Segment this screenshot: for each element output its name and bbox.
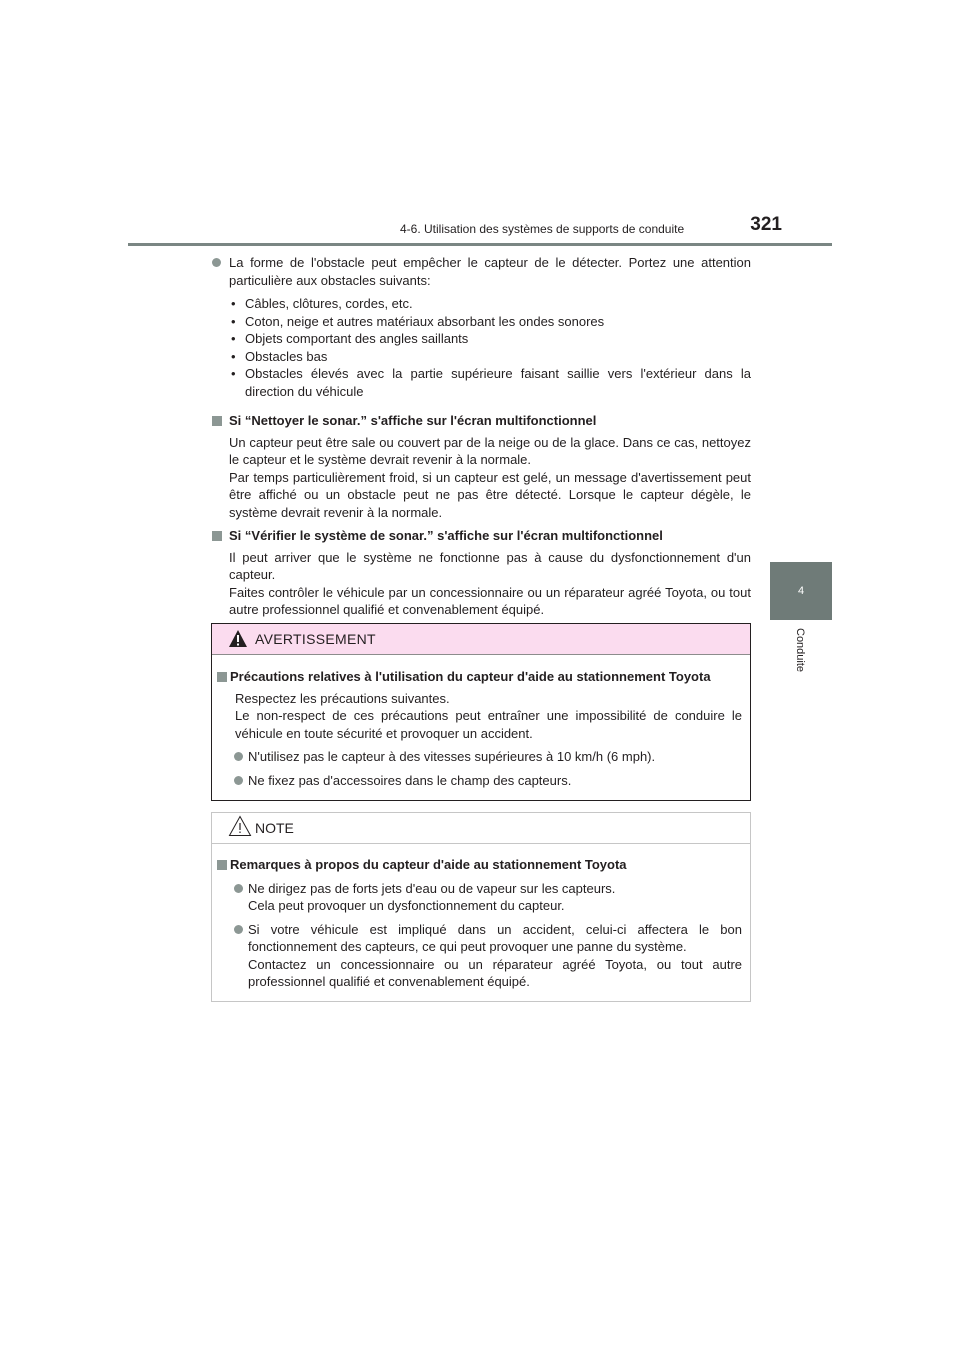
bullet-dot-icon xyxy=(234,752,243,761)
list-item-text: Objets comportant des angles saillants xyxy=(245,331,469,346)
list-item-text: Obstacles élevés avec la partie supérieure faisant saillie vers l'extérieur dans la direction du véhicule xyxy=(245,366,751,399)
section-title: Si “Nettoyer le sonar.” s'affiche sur l'écran multifonctionnel xyxy=(229,413,597,428)
paragraph-line: Le non-respect de ces précautions peut entraîner une impossibilité de conduire le véhicule en toute sécurité et provoquer un accident. xyxy=(235,708,742,741)
section-title: Si “Vérifier le système de sonar.” s'affiche sur l'écran multifonctionnel xyxy=(229,528,663,543)
list-item xyxy=(229,365,751,400)
warning-heading xyxy=(217,668,742,686)
main-content xyxy=(211,254,751,625)
warning-bullet-text: N'utilisez pas le capteur à des vitesses supérieures à 10 km/h (6 mph). xyxy=(248,749,656,764)
warning-heading-text: Précautions relatives à l'utilisation du capteur d'aide au stationnement Toyota xyxy=(230,669,711,684)
note-body xyxy=(212,844,750,991)
obstacle-list xyxy=(211,295,751,400)
list-item xyxy=(229,295,751,313)
list-marker-icon: • xyxy=(231,331,236,346)
note-header xyxy=(212,813,750,844)
section-heading-check-sonar xyxy=(211,527,751,545)
list-item-text: Coton, neige et autres matériaux absorbant les ondes sonores xyxy=(245,313,605,329)
note-bullet-line: Si votre véhicule est impliqué dans un accident, celui-ci affectera le bon fonctionnement des capteurs, ce qui peut provoquer une panne du système. xyxy=(248,921,742,954)
page-number: 321 xyxy=(750,214,782,235)
note-heading-text: Remarques à propos du capteur d'aide au stationnement Toyota xyxy=(230,857,627,872)
warning-paragraph xyxy=(217,690,742,743)
warning-box xyxy=(211,623,751,801)
warning-body xyxy=(212,655,750,789)
square-bullet-icon xyxy=(217,672,227,682)
list-item xyxy=(229,330,751,348)
warning-triangle-icon xyxy=(228,629,248,648)
note-heading xyxy=(217,856,742,874)
paragraph-line: Par temps particulièrement froid, si un capteur est gelé, un message d'avertissement peut être affiché ou un obstacle peut ne pas être détecté. Lorsque le capteur dégèle, le système devrait revenir à la normale. xyxy=(229,469,751,520)
bullet-dot-icon xyxy=(234,925,243,934)
square-bullet-icon xyxy=(212,416,222,426)
paragraph-line: Respectez les précautions suivantes. xyxy=(235,690,450,706)
warning-label: AVERTISSEMENT xyxy=(255,631,376,647)
warning-bullet xyxy=(217,772,742,790)
list-item-text: Obstacles bas xyxy=(245,348,328,364)
note-box xyxy=(211,812,751,1002)
paragraph-line: Faites contrôler le véhicule par un concessionnaire ou un réparateur agréé Toyota, ou tout autre professionnel qualifié et convenablement équipé. xyxy=(229,584,751,617)
list-marker-icon: • xyxy=(231,366,236,381)
square-bullet-icon xyxy=(212,531,222,541)
note-bullet xyxy=(217,921,742,991)
note-bullet-line: Cela peut provoquer un dysfonctionnement du capteur. xyxy=(248,898,565,913)
note-label: NOTE xyxy=(255,820,294,836)
note-bullet-line: Contactez un concessionnaire ou un réparateur agréé Toyota, ou tout autre professionnel qualifié et convenablement équipé. xyxy=(248,956,742,989)
list-marker-icon: • xyxy=(231,313,236,329)
warning-header xyxy=(212,624,750,655)
section-paragraph xyxy=(211,549,751,619)
section-heading-clean-sonar xyxy=(211,412,751,430)
chapter-tab[interactable] xyxy=(770,562,832,620)
chapter-title: 4-6. Utilisation des systèmes de supports de conduite xyxy=(400,222,685,236)
chapter-tab-label: Conduite xyxy=(794,628,806,673)
note-bullet xyxy=(217,880,742,915)
note-bullet-line: Ne dirigez pas de forts jets d'eau ou de vapeur sur les capteurs. xyxy=(248,880,616,896)
paragraph-line: Il peut arriver que le système ne fonctionne pas à cause du dysfonctionnement d'un capteur. xyxy=(229,549,751,582)
list-item xyxy=(229,313,751,331)
bullet-dot-icon xyxy=(234,776,243,785)
header-rule xyxy=(128,243,832,246)
list-item xyxy=(229,348,751,366)
intro-text: La forme de l'obstacle peut empêcher le capteur de le détecter. Portez une attention particulière aux obstacles suivants: xyxy=(229,255,751,288)
list-item-text: Câbles, clôtures, cordes, etc. xyxy=(245,296,413,311)
intro-bullet xyxy=(211,254,751,289)
square-bullet-icon xyxy=(217,860,227,870)
paragraph-line: Un capteur peut être sale ou couvert par de la neige ou de la glace. Dans ce cas, nettoyez le capteur et le système devrait revenir à la normale. xyxy=(229,434,751,467)
caution-triangle-outline-icon xyxy=(228,815,252,837)
list-marker-icon: • xyxy=(231,296,236,311)
warning-bullet xyxy=(217,748,742,766)
warning-bullet-text: Ne fixez pas d'accessoires dans le champ des capteurs. xyxy=(248,772,572,788)
chapter-tab-number: 4 xyxy=(797,585,805,597)
section-paragraph xyxy=(211,434,751,522)
bullet-dot-icon xyxy=(212,258,221,267)
bullet-dot-icon xyxy=(234,884,243,893)
list-marker-icon: • xyxy=(231,348,236,364)
